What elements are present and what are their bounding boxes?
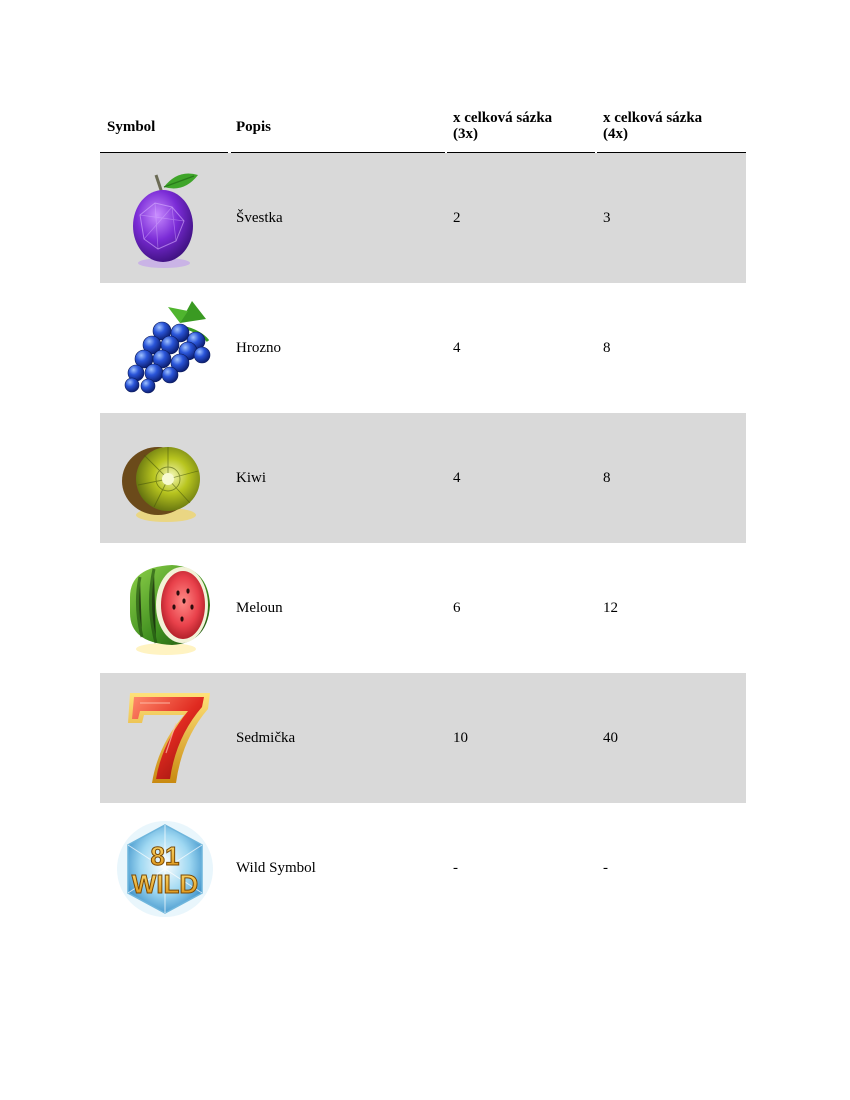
wild-icon (110, 813, 220, 923)
pay-3x-value: 2 (453, 210, 461, 226)
table-row (100, 673, 746, 803)
header-symbol: Symbol (107, 119, 156, 135)
kiwi-icon (110, 423, 220, 533)
symbol-name: Sedmička (236, 730, 296, 746)
pay-4x-value: 3 (603, 210, 611, 226)
plum-icon (110, 163, 220, 273)
table-row (100, 543, 746, 673)
pay-4x-value: 40 (603, 730, 618, 746)
table-row (100, 153, 746, 283)
pay-3x-value: 4 (453, 470, 461, 486)
svg-text:81: 81 (150, 841, 180, 871)
pay-3x-value: - (453, 860, 458, 876)
pay-3x-value: 6 (453, 600, 461, 616)
pay-4x-value: 8 (603, 470, 611, 486)
symbol-name: Kiwi (236, 470, 266, 486)
symbol-name: Švestka (236, 210, 283, 226)
header-pay-4x: x celková sázka (4x) (603, 110, 703, 142)
paytable (100, 100, 746, 933)
pay-4x-value: 12 (603, 600, 618, 616)
pay-3x-value: 10 (453, 730, 468, 746)
table-row (100, 283, 746, 413)
header-description: Popis (236, 119, 272, 135)
table-row (100, 413, 746, 543)
symbol-name: Wild Symbol (236, 860, 316, 876)
pay-4x-value: 8 (603, 340, 611, 356)
pay-3x-value: 4 (453, 340, 461, 356)
watermelon-icon (110, 553, 220, 663)
seven-icon (110, 683, 220, 793)
symbol-name: Meloun (236, 600, 283, 616)
grapes-icon (110, 293, 220, 403)
table-header (100, 100, 746, 153)
table-row (100, 803, 746, 933)
pay-4x-value: - (603, 860, 608, 876)
svg-text:WILD: WILD (131, 869, 199, 899)
header-pay-3x: x celková sázka (3x) (453, 110, 553, 142)
symbol-name: Hrozno (236, 340, 281, 356)
